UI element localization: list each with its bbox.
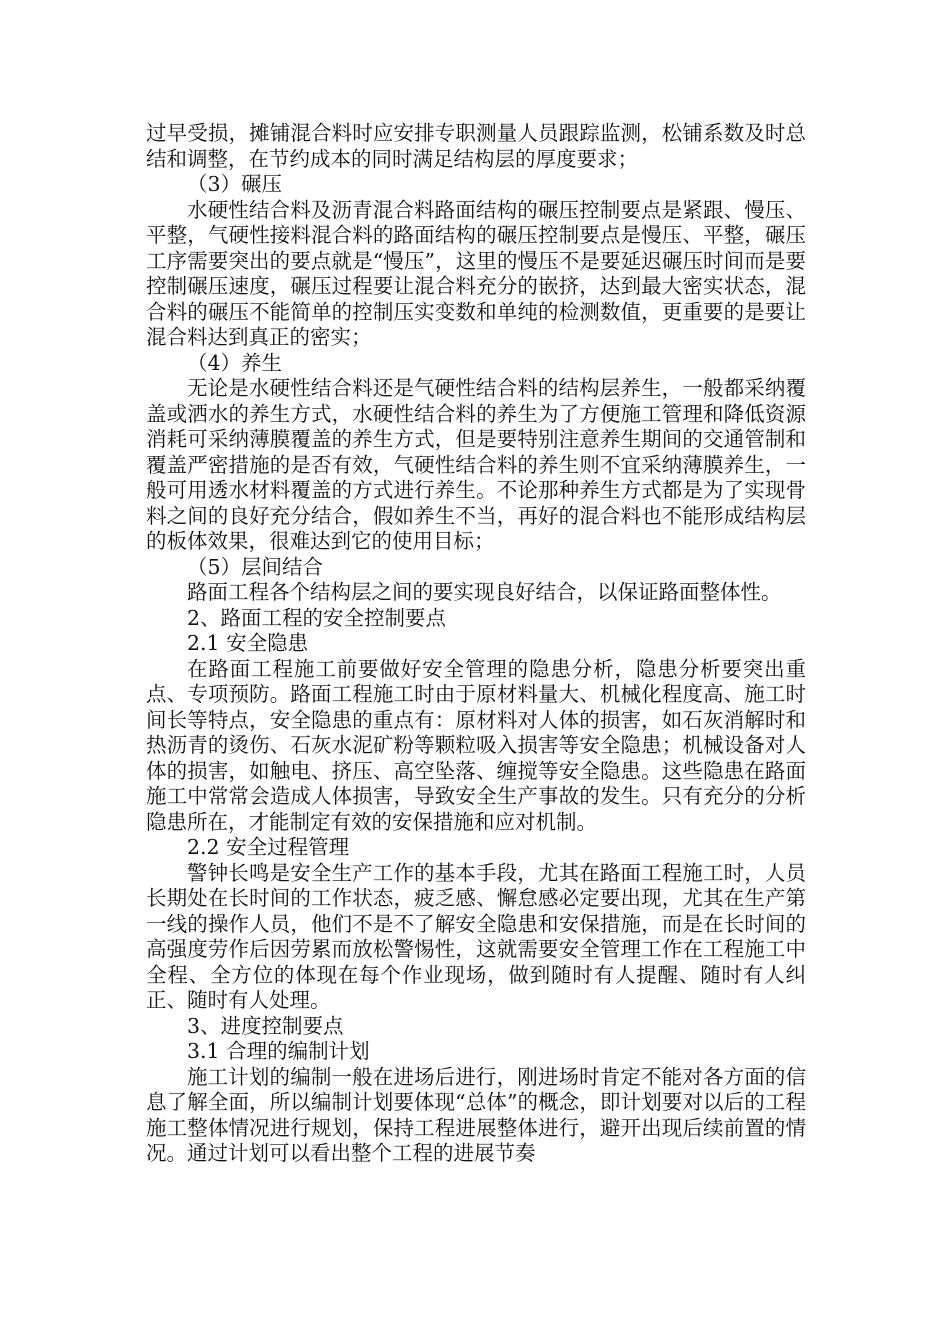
paragraph-interlayer-bonding: 路面工程各个结构层之间的要实现良好结合，以保证路面整体性。 — [187, 580, 782, 604]
heading-interlayer-bonding: （5）层间结合 — [187, 554, 324, 579]
heading-safety-hazards: 2.1 安全隐患 — [187, 631, 309, 655]
heading-compaction: （3）碾压 — [187, 172, 283, 196]
paragraph-safety-hazards: 在路面工程施工前要做好安全管理的隐患分析，隐患分析要突出重点、专项预防。路面工程施工时由于原材料量大、机械化程度高、施工时间长等特点，安全隐患的重点有：原材料对人体的损害，如石灰消解时和热沥青的烫伤、石灰水泥矿粉等颗粒吸入损害等安全隐患；机械设备对人体的损害，如触电、挤压、高空坠落、缠搅等安全隐患。这些隐患在路面施工中常常会造成人体损害，导致安全生产事故的发生。只有充分的分析隐患所在，才能制定有效的安保措施和应对机制。 — [146, 656, 806, 834]
paragraph-compaction: 水硬性结合料及沥青混合料路面结构的碾压控制要点是紧跟、慢压、平整，气硬性接料混合料的路面结构的碾压控制要点是慢压、平整，碾压工序需要突出的要点就是“慢压”，这里的慢压不是要延迟碾压时间而是要控制碾压速度，碾压过程要让混合料充分的嵌挤，达到最大密实状态，混合料的碾压不能简单的控制压实变数和单纯的检测数值，更重要的是要让混合料达到真正的密实； — [146, 197, 806, 349]
document-body — [146, 121, 806, 1167]
heading-curing: （4）养生 — [187, 350, 283, 375]
heading-safety-process: 2.2 安全过程管理 — [187, 835, 350, 859]
paragraph-planning: 施工计划的编制一般在进场后进行，刚进场时肯定不能对各方面的信息了解全面，所以编制计划要体现“总体”的概念，即计划要对以后的工程施工整体情况进行规划，保持工程进展整体进行，避开出现后续前置的情况。通过计划可以看出整个工程的进展节奏 — [146, 1064, 806, 1165]
paragraph-safety-process: 警钟长鸣是安全生产工作的基本手段，尤其在路面工程施工时，人员长期处在长时间的工作状态，疲乏感、懈怠感必定要出现，尤其在生产第一线的操作人员，他们不是不了解安全隐患和安保措施，而是在长时间的高强度劳作后因劳累而放松警惕性，这就需要安全管理工作在工程施工中全程、全方位的体现在每个作业现场，做到随时有人提醒、随时有人纠正、随时有人处理。 — [146, 860, 806, 1012]
heading-safety-control: 2、路面工程的安全控制要点 — [187, 605, 447, 630]
paragraph-curing: 无论是水硬性结合料还是气硬性结合料的结构层养生，一般都采纳覆盖或洒水的养生方式，水硬性结合料的养生为了方便施工管理和降低资源消耗可采纳薄膜覆盖的养生方式，但是要特别注意养生期间的交通管制和覆盖严密措施的是否有效，气硬性结合料的养生则不宜采纳薄膜养生，一般可用透水材料覆盖的方式进行养生。不论那种养生方式都是为了实现骨料之间的良好充分结合，假如养生不当，再好的混合料也不能形成结构层的板体效果，很难达到它的使用目标； — [146, 376, 806, 553]
heading-planning: 3.1 合理的编制计划 — [187, 1039, 370, 1063]
heading-schedule-control: 3、进度控制要点 — [187, 1013, 344, 1038]
paragraph-continuation: 过早受损，摊铺混合料时应安排专职测量人员跟踪监测，松铺系数及时总结和调整，在节约成本的同时满足结构层的厚度要求； — [146, 121, 806, 171]
